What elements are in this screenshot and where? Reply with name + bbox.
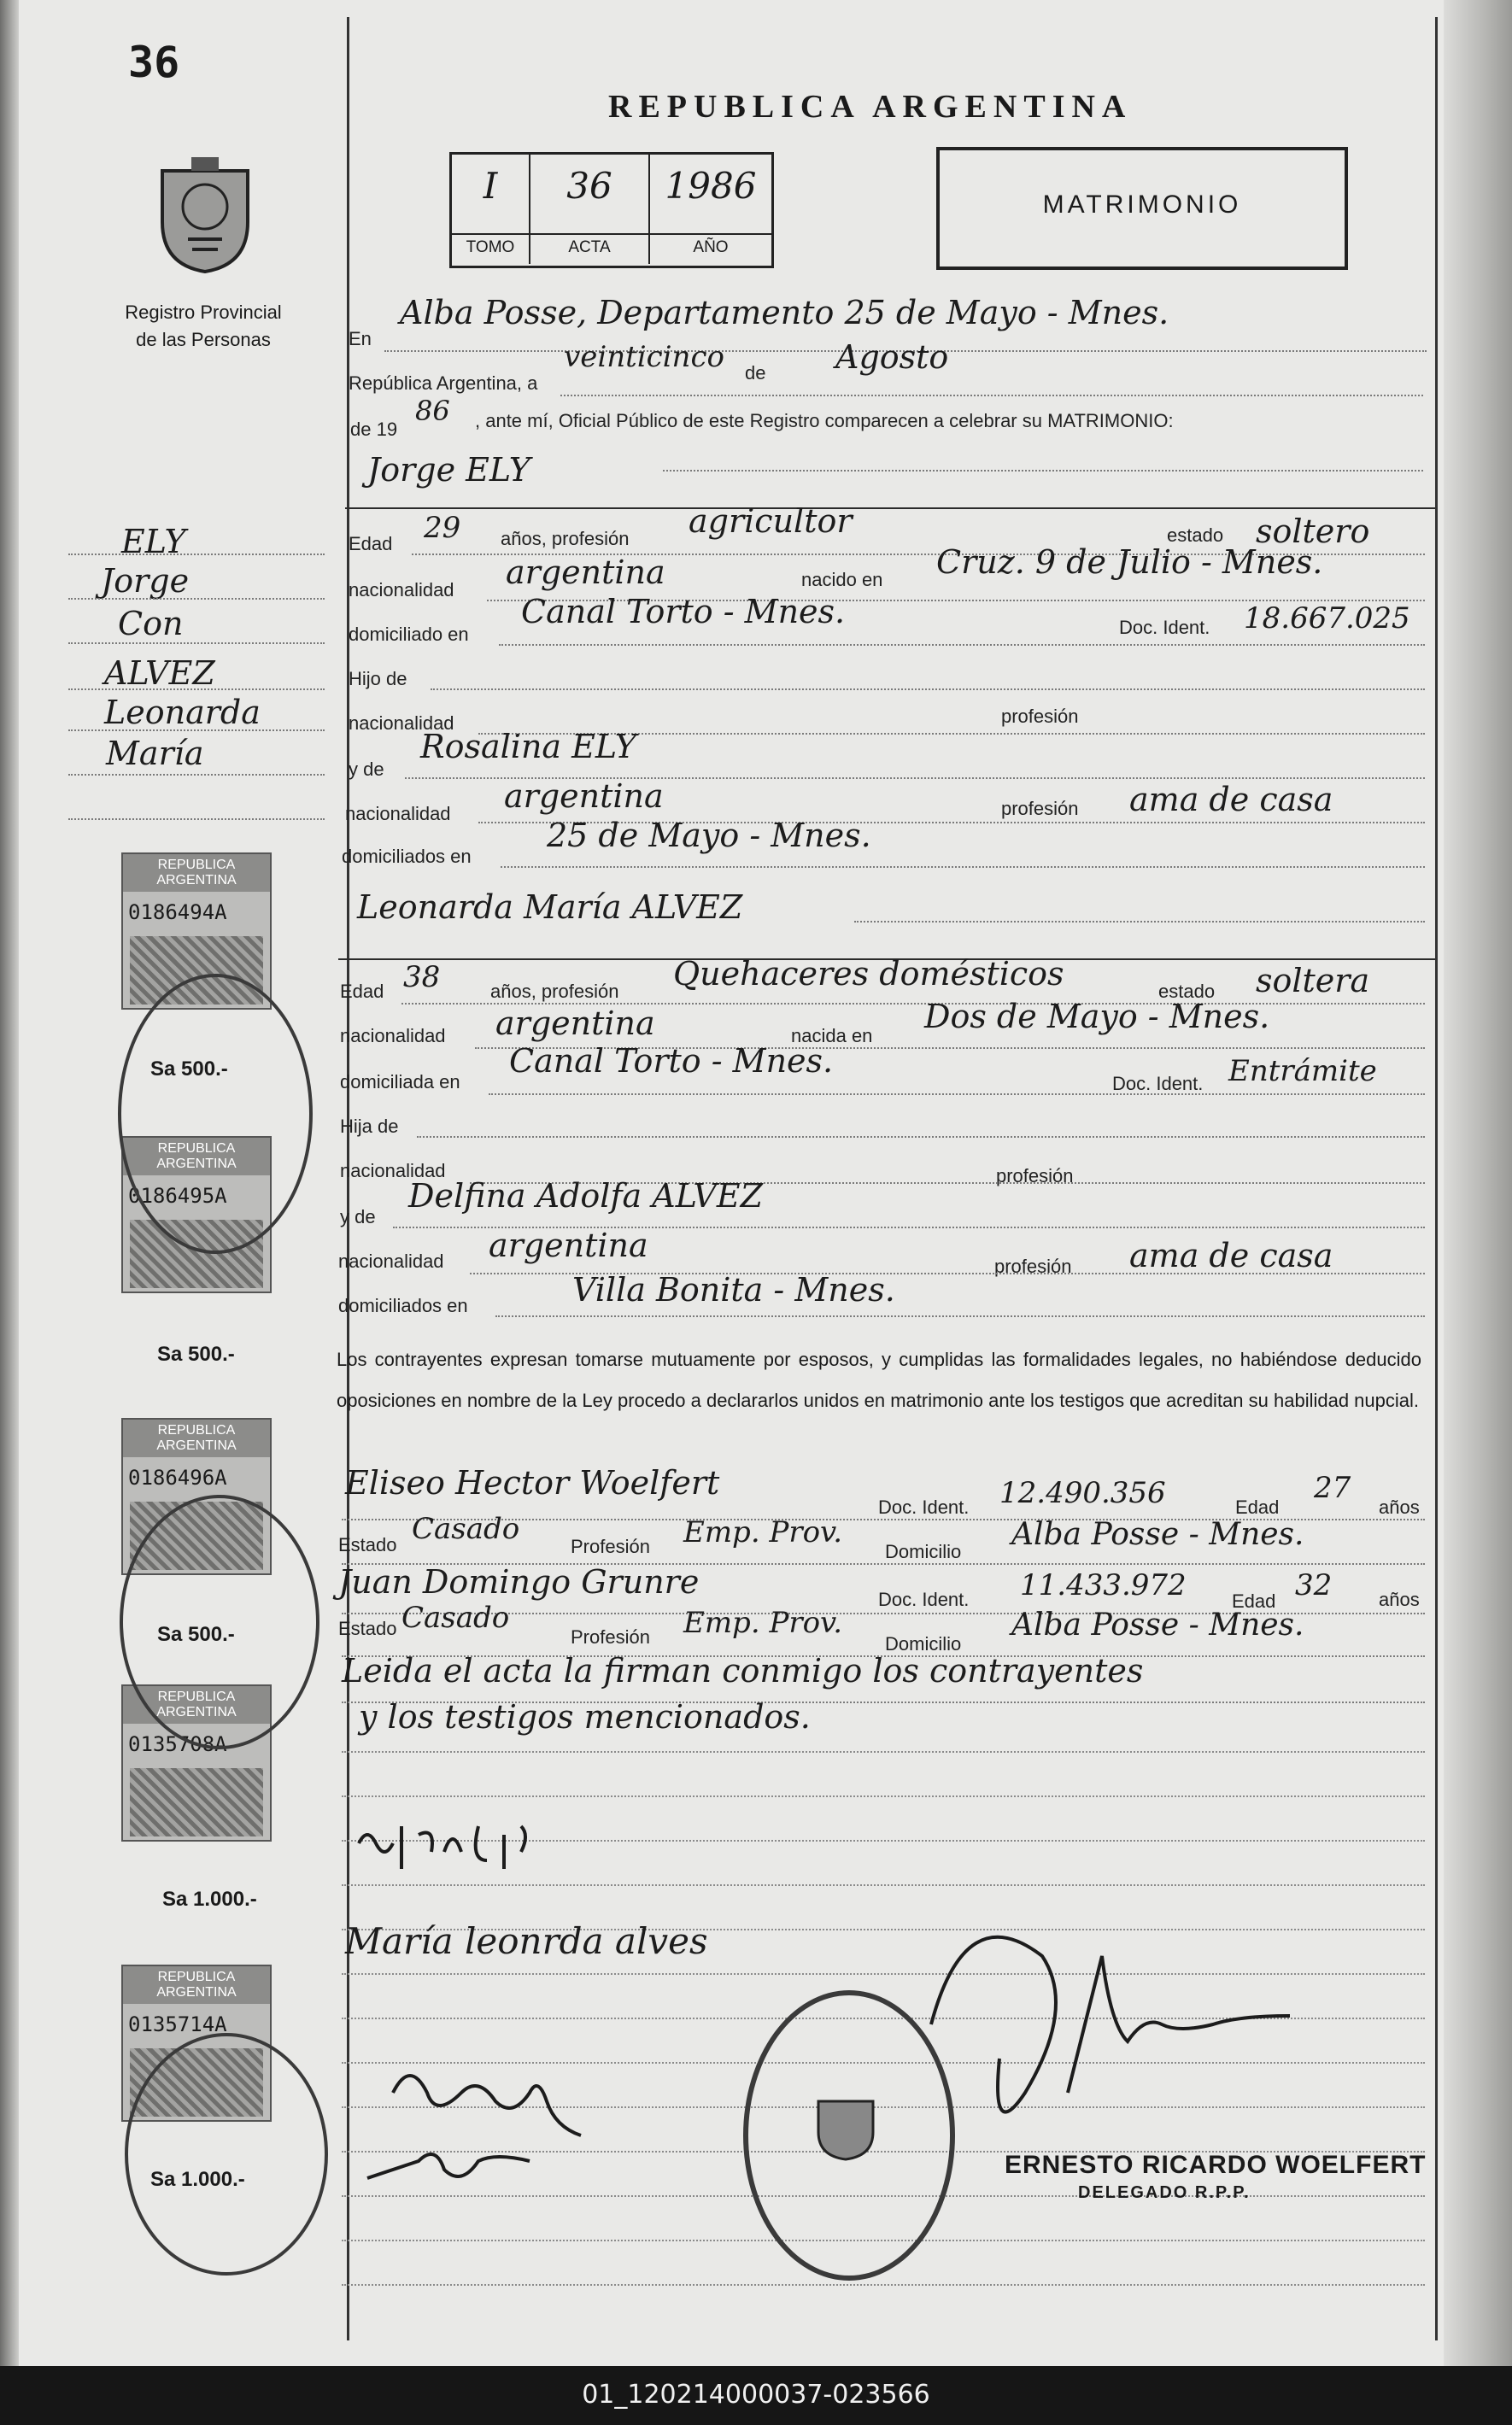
label-doc-ident-w2: Doc. Ident.	[878, 1589, 970, 1610]
cancellation-seal	[125, 2033, 328, 2276]
margin-rule	[68, 688, 325, 690]
closing-line-2: y los testigos mencionados.	[359, 1698, 811, 1736]
page-number: 36	[128, 38, 180, 87]
margin-rule	[68, 642, 325, 644]
page-edge	[1444, 0, 1512, 2366]
fill-rule	[417, 1136, 1425, 1138]
label-doc-ident-w1: Doc. Ident.	[878, 1497, 970, 1518]
label-domiciliado-en: domiciliado en	[349, 624, 469, 645]
closing-line-1: Leida el acta la firman conmigo los contrayentes	[342, 1652, 1144, 1690]
label-estado: estado	[1167, 524, 1224, 546]
declaration-text: Los contrayentes expresan tomarse mutuamente por esposos, y cumplidas las formalidades legales, no habiéndose deducido oposiciones en nombre de la Ley procedo a declararlos unidos en matrimonio ante los testigos que acreditan su habilidad nupcial.	[337, 1349, 1421, 1411]
label-profesion-bride-father: profesión	[996, 1165, 1074, 1186]
acta-cell	[530, 155, 650, 264]
label-estado-bride: estado	[1158, 981, 1216, 1002]
cancellation-seal	[120, 1495, 319, 1749]
witness-2-age: 32	[1295, 1568, 1333, 1602]
label-domicilio-w2: Domicilio	[885, 1633, 962, 1655]
label-anios-profesion-bride: años, profesión	[490, 981, 619, 1002]
fill-rule	[495, 1315, 1425, 1317]
label-hija-de: Hija de	[340, 1116, 399, 1137]
label-domiciliados-en-bride: domiciliados en	[338, 1295, 468, 1316]
official-name: ERNESTO RICARDO WOELFERT	[1005, 2151, 1427, 2179]
anio-caption: AÑO	[650, 233, 771, 257]
fill-rule	[501, 866, 1425, 868]
label-y-de-bride: y de	[340, 1206, 376, 1227]
label-anios-w2: años	[1379, 1589, 1420, 1610]
label-profesion-w1: Profesión	[571, 1536, 650, 1557]
tomo-value: I	[483, 165, 498, 207]
groom-parents-domicile: 25 de Mayo - Mnes.	[547, 817, 871, 854]
margin-rule	[68, 774, 325, 776]
cancellation-seal	[118, 974, 313, 1254]
place-value: Alba Posse, Departamento 25 de Mayo - Mnes.	[400, 294, 1169, 331]
bride-parents-domicile: Villa Bonita - Mnes.	[572, 1271, 895, 1309]
label-y-de: y de	[349, 759, 384, 780]
bride-signature: María leonrda alves	[345, 1920, 708, 1962]
groom-mother: Rosalina ELY	[420, 728, 636, 765]
official-signature	[914, 1922, 1358, 2178]
page-title: REPUBLICA ARGENTINA	[608, 89, 1133, 125]
official-title: DELEGADO R.P.P.	[1078, 2183, 1251, 2202]
fill-rule	[489, 1093, 1425, 1095]
signature-rule	[342, 1751, 1425, 1753]
stamp-value: Sa 500.-	[157, 1343, 235, 1366]
stamp-header: REPUBLICA ARGENTINA	[123, 1420, 270, 1457]
label-domiciliada-en: domiciliada en	[340, 1071, 460, 1092]
stamp-value: Sa 500.-	[150, 1057, 228, 1081]
fill-rule	[560, 395, 1423, 396]
stamp-serial: 0135708A	[128, 1732, 227, 1756]
label-edad-w1: Edad	[1235, 1497, 1280, 1518]
margin-rule	[68, 729, 325, 731]
signature-rule	[342, 1795, 1425, 1797]
bride-nationality: argentina	[495, 1005, 655, 1042]
bride-name: Leonarda María ALVEZ	[357, 888, 743, 926]
witness-1-age: 27	[1314, 1471, 1351, 1505]
bride-mother: Delfina Adolfa ALVEZ	[408, 1177, 764, 1215]
margin-name-6: María	[106, 735, 204, 772]
groom-mother-nationality: argentina	[504, 777, 664, 815]
groom-nationality: argentina	[506, 554, 665, 591]
stamp-serial: 0186495A	[128, 1184, 227, 1208]
label-nacionalidad-father: nacionalidad	[349, 712, 454, 734]
label-hijo-de: Hijo de	[349, 668, 407, 689]
groom-profession: agricultor	[689, 502, 853, 540]
stamp-value: Sa 1.000.-	[162, 1888, 257, 1911]
stamp-value: Sa 1.000.-	[150, 2168, 245, 2191]
label-profesion-bride-mother: profesión	[994, 1256, 1072, 1277]
bride-profession: Quehaceres domésticos	[673, 955, 1064, 993]
label-estado-w1: Estado	[338, 1534, 397, 1555]
tomo-caption: TOMO	[452, 233, 529, 257]
label-edad-w2: Edad	[1232, 1590, 1276, 1612]
witness-2-status: Casado	[401, 1601, 510, 1635]
stamp-serial: 0186494A	[128, 900, 227, 924]
witness-1-name: Eliseo Hector Woelfert	[345, 1464, 720, 1502]
label-nacionalidad-bride: nacionalidad	[340, 1025, 446, 1046]
registry-line-1: Registro Provincial	[125, 302, 282, 323]
groom-age: 29	[424, 511, 461, 545]
signature-rule	[342, 2284, 1425, 2286]
label-year: de 19	[350, 419, 398, 440]
stamp-header: REPUBLICA ARGENTINA	[123, 854, 270, 892]
witness-1-doc: 12.490.356	[999, 1476, 1166, 1510]
act-type-box: MATRIMONIO	[936, 147, 1348, 270]
label-nacionalidad-bride-father: nacionalidad	[340, 1160, 446, 1181]
record-box	[449, 152, 774, 268]
label-domiciliados-en: domiciliados en	[342, 846, 472, 867]
witness-2-domicile: Alba Posse - Mnes.	[1011, 1608, 1304, 1643]
witness-2-doc: 11.433.972	[1020, 1568, 1187, 1602]
label-doc-ident-bride: Doc. Ident.	[1112, 1073, 1204, 1094]
stamp-header: REPUBLICA ARGENTINA	[123, 1138, 270, 1175]
label-edad-bride: Edad	[340, 981, 384, 1002]
registry-line-2: de las Personas	[136, 329, 271, 350]
groom-mother-profession: ama de casa	[1129, 781, 1333, 818]
acta-caption: ACTA	[530, 233, 648, 257]
bride-age: 38	[403, 960, 441, 994]
file-name: 01_120214000037-023566	[582, 2380, 930, 2410]
tomo-cell	[452, 155, 530, 264]
witness-1-profession: Emp. Prov.	[683, 1515, 843, 1549]
anio-value: 1986	[665, 165, 757, 207]
bride-doc: Entrámite	[1228, 1054, 1377, 1088]
margin-rule	[68, 554, 325, 555]
fill-rule	[499, 644, 1425, 646]
witness-1-status: Casado	[412, 1512, 520, 1546]
label-anios-profesion: años, profesión	[501, 528, 630, 549]
fill-rule	[431, 688, 1425, 690]
acta-value: 36	[566, 165, 612, 207]
margin-name-2: Jorge	[101, 562, 190, 600]
groom-name: Jorge ELY	[367, 451, 530, 489]
stamp-emblem-icon	[130, 1768, 263, 1836]
margin-rule	[68, 818, 325, 820]
bride-mother-nationality: argentina	[489, 1227, 648, 1264]
label-nacionalidad-mother: nacionalidad	[345, 803, 451, 824]
margin-name-3: Con	[118, 605, 184, 642]
witness-signatures	[359, 2050, 700, 2221]
year-value: 86	[415, 395, 450, 427]
label-edad: Edad	[349, 533, 393, 554]
groom-doc: 18.667.025	[1244, 601, 1410, 636]
bride-status: soltera	[1256, 962, 1370, 999]
witness-2-name: Juan Domingo Grunre	[338, 1563, 700, 1601]
groom-birthplace: Cruz. 9 de Julio - Mnes.	[936, 543, 1323, 581]
bride-domicile: Canal Torto - Mnes.	[509, 1042, 834, 1080]
registry-office-label	[101, 299, 306, 354]
stamp-header: REPUBLICA ARGENTINA	[123, 1966, 270, 2004]
seal-emblem-icon	[812, 2093, 880, 2161]
bride-birthplace: Dos de Mayo - Mnes.	[924, 998, 1270, 1035]
statement-text: , ante mí, Oficial Público de este Registro comparecen a celebrar su MATRIMONIO:	[475, 410, 1174, 431]
margin-rule	[68, 598, 325, 600]
stamp-serial: 0186496A	[128, 1466, 227, 1490]
signature-rule	[342, 1884, 1425, 1886]
label-doc-ident: Doc. Ident.	[1119, 617, 1210, 638]
label-nacionalidad-bride-mother: nacionalidad	[338, 1251, 444, 1272]
margin-name-1: ELY	[121, 523, 186, 560]
day-value: veinticinco	[564, 340, 724, 374]
groom-status: soltero	[1256, 513, 1370, 550]
book-spine	[0, 0, 19, 2366]
fill-rule	[854, 921, 1425, 923]
label-de: de	[745, 362, 766, 384]
month-value: Agosto	[835, 338, 949, 376]
anio-cell	[650, 155, 771, 264]
label-profesion-w2: Profesión	[571, 1626, 650, 1648]
provincial-emblem-icon	[154, 154, 256, 273]
groom-domicile: Canal Torto - Mnes.	[521, 593, 846, 630]
section-divider	[345, 507, 1435, 509]
label-en: En	[349, 328, 372, 349]
margin-name-5: Leonarda	[104, 694, 261, 731]
label-nacionalidad: nacionalidad	[349, 579, 454, 600]
label-estado-w2: Estado	[338, 1618, 397, 1639]
label-nacido-en: nacido en	[801, 569, 883, 590]
right-border-rule	[1435, 17, 1438, 2340]
witness-2-profession: Emp. Prov.	[683, 1606, 843, 1640]
stamp-header: REPUBLICA ARGENTINA	[123, 1686, 270, 1724]
fill-rule	[663, 470, 1423, 472]
groom-signature	[350, 1809, 624, 1877]
label-nacida-en: nacida en	[791, 1025, 873, 1046]
stamp-serial: 0135714A	[128, 2012, 227, 2036]
margin-name-4: ALVEZ	[104, 654, 215, 692]
label-anios-w1: años	[1379, 1497, 1420, 1518]
witness-1-domicile: Alba Posse - Mnes.	[1011, 1517, 1304, 1552]
label-profesion-mother: profesión	[1001, 798, 1079, 819]
label-domicilio-w1: Domicilio	[885, 1541, 962, 1562]
label-profesion-father: profesión	[1001, 706, 1079, 727]
stamp-value: Sa 500.-	[157, 1623, 235, 1646]
bride-mother-profession: ama de casa	[1129, 1237, 1333, 1274]
label-republica: República Argentina, a	[349, 372, 538, 394]
